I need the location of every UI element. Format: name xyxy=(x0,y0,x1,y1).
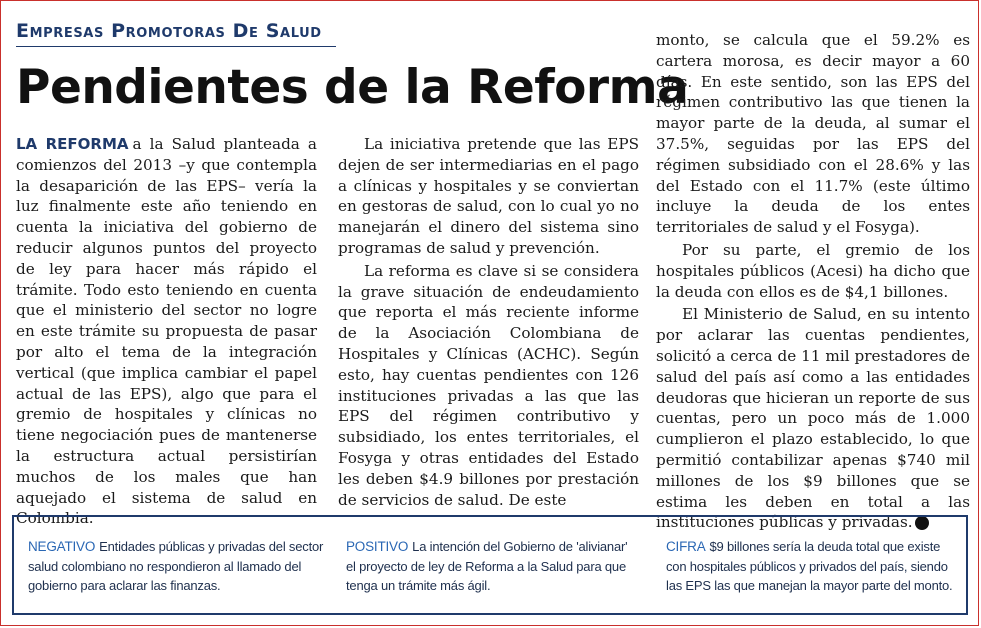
summary-box xyxy=(12,515,968,615)
section-rule xyxy=(16,46,336,47)
article-column-2 xyxy=(338,134,639,510)
paragraph: La iniciativa pretende que las EPS dejen de ser intermediarias en el pago a clínicas y hospitales y se conviertan en gestoras de salud, con lo cual yo no manejarán el dinero del sistema sino programas de salud y prevención. xyxy=(338,135,639,257)
summary-negativo xyxy=(28,537,324,596)
summary-label: NEGATIVO xyxy=(28,539,96,554)
section-title: Empresas Promotoras De Salud xyxy=(16,20,322,42)
paragraph xyxy=(16,134,317,529)
paragraph xyxy=(656,304,970,533)
paragraph-text: El Ministerio de Salud, en su intento por aclarar las cuentas pendientes, solicitó a cerca de 11 mil prestadores de salud del país así como a las entidades deudoras que hicieran un reporte de sus cuentas, pero un poco más de 1.000 cumplieron el plazo establecido, lo que permitió contabilizar apenas $740 mil millones de los $9 billones que se estima les deben en total a las instituciones públicas y privadas. xyxy=(656,305,970,532)
summary-text: La intención del Gobierno de 'alivianar' el proyecto de ley de Reforma a la Salud para que tenga un trámite más ágil. xyxy=(346,539,628,593)
summary-label: POSITIVO xyxy=(346,539,409,554)
paragraph: Por su parte, el gremio de los hospitales públicos (Acesi) ha dicho que la deuda con ellos es de $4,1 billones. xyxy=(656,240,970,301)
headline: Pendientes de la Reforma xyxy=(16,60,689,115)
article-column-1 xyxy=(16,134,317,529)
end-mark-icon: G xyxy=(915,516,929,530)
lead-in: LA REFORMA xyxy=(16,135,129,153)
summary-text: Entidades públicas y privadas del sector salud colombiano no respondieron al llamado del gobierno para aclarar las finanzas. xyxy=(28,539,324,593)
summary-cifra xyxy=(666,537,958,596)
summary-label: CIFRA xyxy=(666,539,706,554)
paragraph-text: a la Salud planteada a comienzos del 2013 –y que contempla la desaparición de las EPS– vería la luz finalmente este año teniendo en cuenta la iniciativa del gobierno de reducir algunos puntos del proyecto de ley para hacer más rápido el trámite. Todo esto teniendo en cuenta que el ministerio del sector no logre en este trámite su propuesta de pasar por alto el tema de la integración vertical (que implica cambiar el papel actual de las EPS), algo que para el gremio de hospitales y clínicas no tiene negociación pues de mantenerse la estructura actual persistirían muchos de los males que han aquejado el sistema de salud en Colombia. xyxy=(16,135,317,528)
summary-text: $9 billones sería la deuda total que existe con hospitales públicos y privados del país, siendo las EPS las que manejan la mayor parte del monto. xyxy=(666,539,953,593)
paragraph: monto, se calcula que el 59.2% es cartera morosa, es decir mayor a 60 días. En este sentido, son las EPS del régimen contributivo las que tienen la mayor parte de la deuda, al sumar el 37.5%, seguidas por las EPS del régimen subsidiado con el 28.6% y las del Estado con el 11.7% (este último incluye la deuda de los entes territoriales de salud y el Fosyga). xyxy=(656,31,970,237)
article-column-3 xyxy=(656,30,970,533)
summary-positivo xyxy=(346,537,638,596)
paragraph: La reforma es clave si se considera la grave situación de endeudamiento que reporta el más reciente informe de la Asociación Colombiana de Hospitales y Clínicas (ACHC). Según esto, hay cuentas pendientes con 126 instituciones privadas a las que las EPS del régimen contributivo y subsidiado, los entes territoriales, el Fosyga y otras entidades del Estado les deben $4.9 billones por prestación de servicios de salud. De este xyxy=(338,261,639,509)
